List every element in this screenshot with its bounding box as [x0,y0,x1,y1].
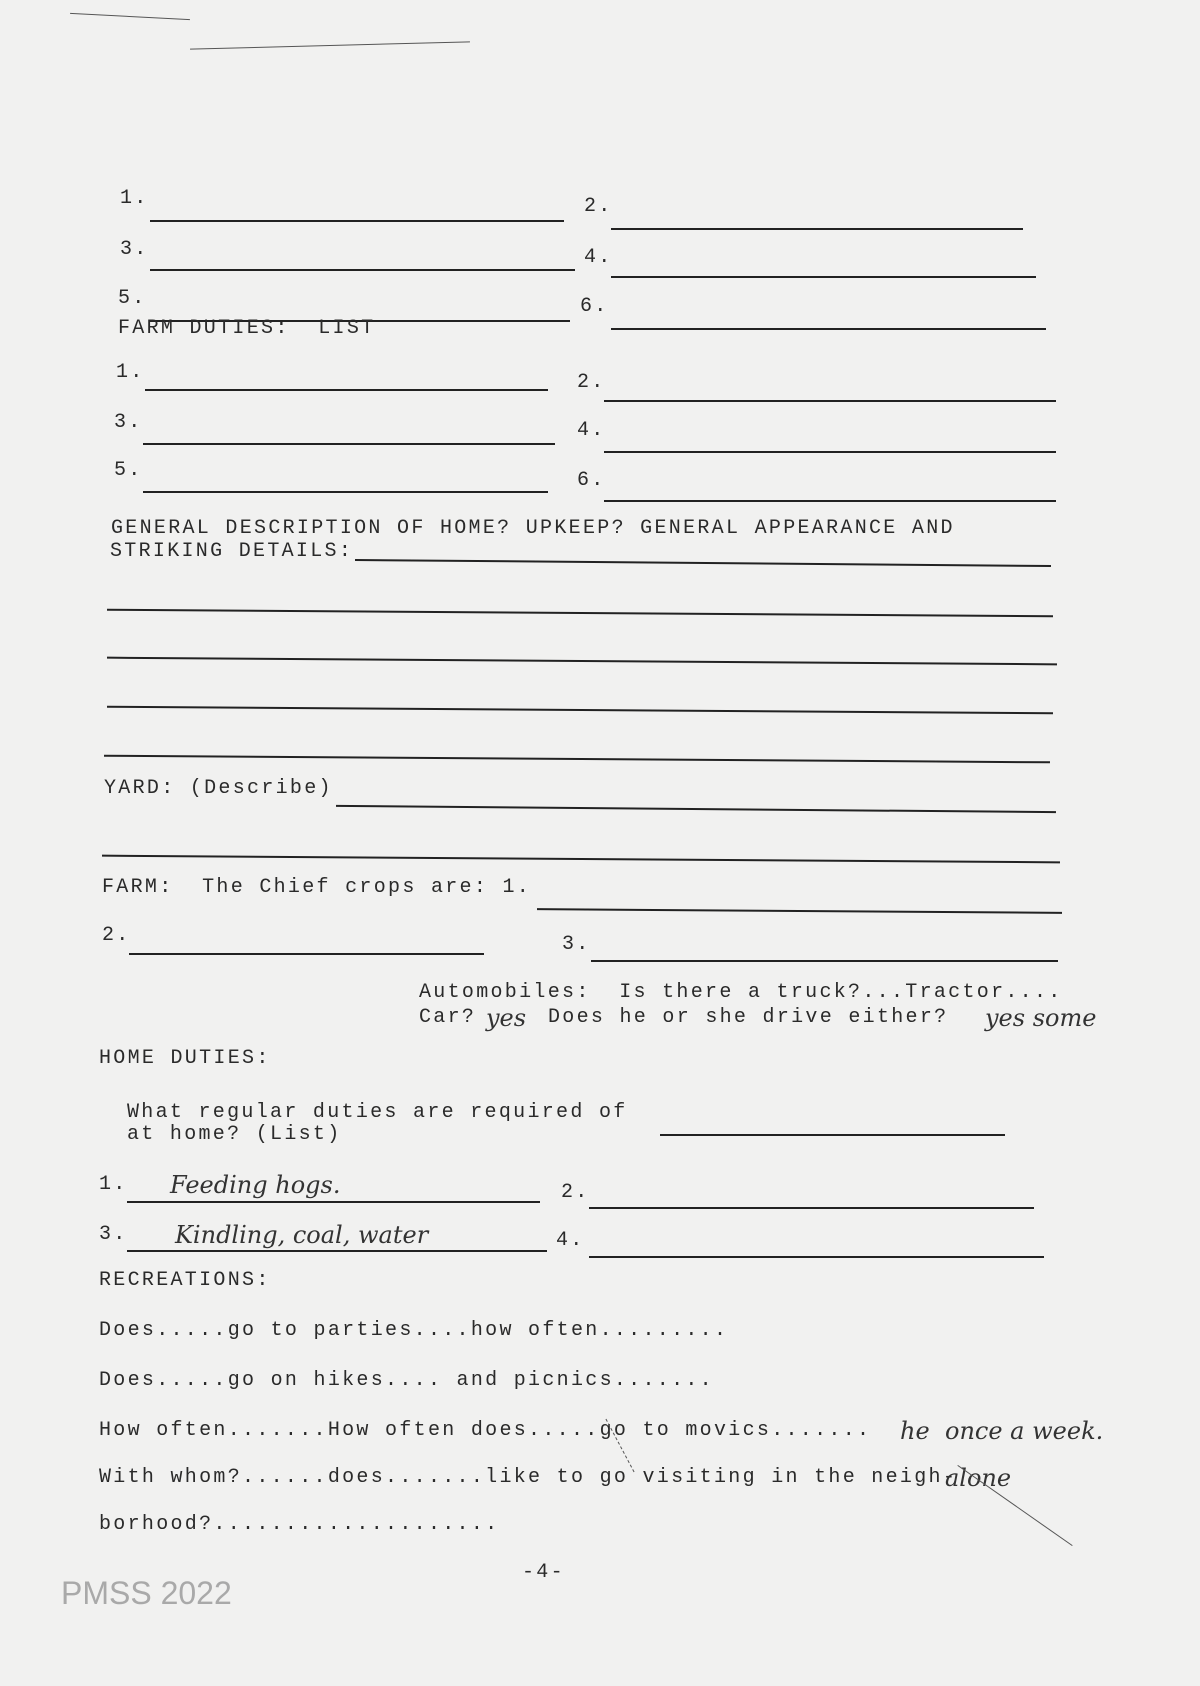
blank-line [611,328,1046,330]
movies-question: How often.......How often does.....go to movics....... [99,1419,872,1442]
movies-frequency-answer: once a week. [945,1417,1104,1445]
blank-line [611,228,1023,230]
blank-line [143,443,555,445]
home-duties-heading: HOME DUTIES: [99,1047,271,1070]
blank-line [336,805,1056,813]
blank-line [589,1256,1044,1258]
home-description-prompt: GENERAL DESCRIPTION OF HOME? UPKEEP? GENERAL APPEARANCE AND [111,517,955,540]
duty-answer-3: Kindling, coal, water [175,1221,429,1249]
blank-line [150,220,564,222]
blank-line [127,1250,547,1252]
page-number: -4- [522,1561,565,1584]
farm-duties-heading: FARM DUTIES: LIST [118,317,376,340]
blank-line [127,1201,540,1203]
item-number: 3. [562,933,591,956]
watermark: PMSS 2022 [61,1575,232,1611]
item-number: 3. [120,238,149,261]
blank-line [604,500,1056,502]
item-number: 1. [116,361,145,384]
item-number: 6. [577,469,606,492]
blank-line [143,491,548,493]
blank-line [102,855,1060,864]
visiting-question: With whom?......does.......like to go visiting in the neigh- [99,1466,958,1489]
car-answer: yes [486,1004,527,1032]
item-number: 6. [580,295,609,318]
blank-line [591,960,1058,962]
item-number: 2. [102,924,131,947]
paper-crease [957,1465,1072,1546]
home-duties-question-2: at home? (List) [127,1123,342,1146]
blank-line [145,389,548,391]
item-number: 3. [99,1223,128,1246]
item-number: 1. [120,187,149,210]
blank-line [129,953,484,955]
item-number: 3. [114,411,143,434]
blank-line [355,559,1051,567]
paper-mark [70,13,190,20]
paper-mark [190,41,470,49]
movies-who-answer: he [900,1417,930,1445]
recreations-heading: RECREATIONS: [99,1269,271,1292]
blank-line [537,908,1062,914]
blank-line [589,1207,1034,1209]
item-number: 4. [556,1229,585,1252]
item-number: 2. [584,195,613,218]
blank-line [104,755,1050,764]
blank-line [150,269,575,271]
duty-answer-1: Feeding hogs. [170,1171,341,1199]
drive-answer: yes some [985,1004,1097,1032]
item-number: 4. [584,246,613,269]
visiting-question-2: borhood?.................... [99,1513,500,1536]
parties-question: Does.....go to parties....how often......... [99,1319,729,1342]
blank-line [604,400,1056,402]
yard-label: YARD: (Describe) [104,777,333,800]
item-number: 5. [118,287,147,310]
item-number: 4. [577,419,606,442]
farm-crops-label: FARM: The Chief crops are: 1. [102,876,532,899]
hikes-question: Does.....go on hikes.... and picnics....... [99,1369,714,1392]
home-description-prompt-2: STRIKING DETAILS: [110,540,354,563]
blank-line [660,1134,1005,1136]
item-number: 5. [114,459,143,482]
home-duties-question: What regular duties are required of [127,1101,628,1124]
drive-question: Does he or she drive either? [548,1006,949,1029]
blank-line [604,451,1056,453]
blank-line [611,276,1036,278]
with-whom-answer: alone [945,1464,1012,1492]
car-question: Car? [419,1006,477,1029]
blank-line [107,609,1053,618]
item-number: 2. [577,371,606,394]
automobiles-question: Automobiles: Is there a truck?...Tractor.... [419,981,1063,1004]
item-number: 2. [561,1181,590,1204]
item-number: 1. [99,1173,128,1196]
blank-line [107,657,1057,666]
blank-line [107,706,1053,715]
